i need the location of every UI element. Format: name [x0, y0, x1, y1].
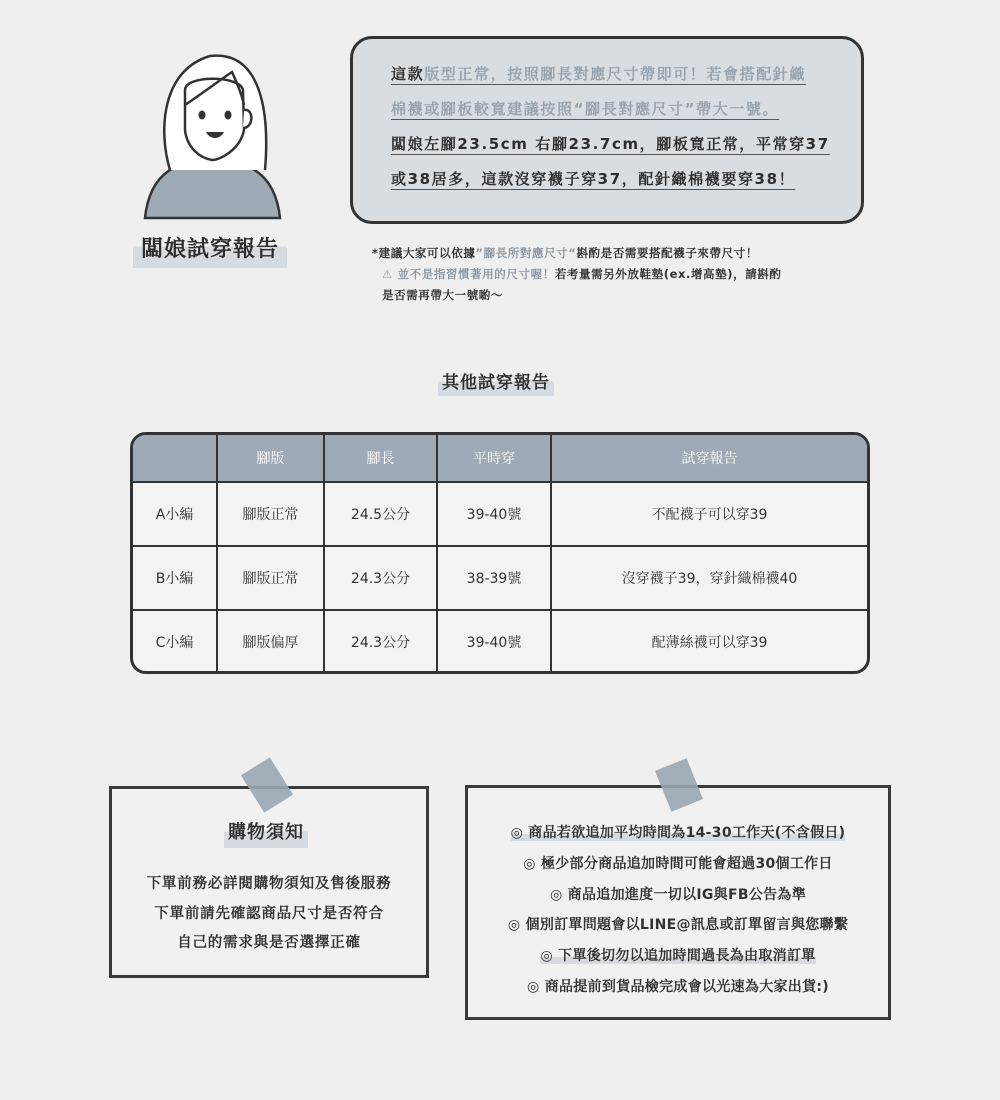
table-cell: B小編 — [133, 546, 217, 610]
reports-table — [130, 432, 870, 674]
table-cell: A小編 — [133, 482, 217, 546]
purchase-line: 自己的需求與是否選擇正確 — [177, 935, 361, 951]
table-header: 平時穿 — [437, 435, 551, 482]
table-cell: 沒穿襪子39，穿針織棉襪40 — [551, 546, 867, 610]
speech-line-2: 棉襪或腳板較寬建議按照“腳長對應尺寸”帶大一號。 — [391, 100, 780, 118]
speech-line-1: 這款版型正常，按照腳長對應尺寸帶即可！若會搭配針織 — [391, 65, 807, 83]
notice-line: ◎ 下單後切勿以追加時間過長為由取消訂單 — [540, 948, 816, 964]
size-note — [372, 243, 852, 306]
boss-report-title: 闆娘試穿報告 — [133, 232, 287, 268]
table-cell: 39-40號 — [437, 610, 551, 673]
table-cell: 不配襪子可以穿39 — [551, 482, 867, 546]
table-cell: 38-39號 — [437, 546, 551, 610]
note-line-3: 是否需再帶大一號喲～ — [382, 288, 503, 302]
table-header: 腳長 — [324, 435, 437, 482]
notice-line: ◎ 商品提前到貨品檢完成會以光速為大家出貨:) — [527, 979, 829, 995]
note-line-1: *建議大家可以依據”腳長所對應尺寸“斟酌是否需要搭配襪子來帶尺寸！ — [372, 246, 758, 260]
table-header: 試穿報告 — [551, 435, 867, 482]
notice-line: ◎ 商品追加進度一切以IG與FB公告為準 — [549, 887, 807, 903]
speech-line-3: 闆娘左腳23.5cm 右腳23.7cm，腳板寬正常，平常穿37 — [391, 135, 830, 153]
table-cell: C小編 — [133, 610, 217, 673]
table-header: 腳版 — [217, 435, 324, 482]
purchase-title: 購物須知 — [224, 818, 308, 848]
table-cell: 腳版正常 — [217, 546, 324, 610]
table-cell: 39-40號 — [437, 482, 551, 546]
table-row — [133, 482, 867, 546]
other-reports-title: 其他試穿報告 — [438, 370, 554, 396]
notice-line: ◎ 商品若欲追加平均時間為14-30工作天(不含假日) — [510, 825, 846, 841]
speech-bubble — [350, 36, 864, 224]
table-cell: 腳版偏厚 — [217, 610, 324, 673]
table-row — [133, 546, 867, 610]
purchase-line: 下單前請先確認商品尺寸是否符合 — [154, 906, 384, 922]
table-cell: 24.5公分 — [324, 482, 437, 546]
table-header-row — [133, 435, 867, 482]
purchase-line: 下單前務必詳閱購物須知及售後服務 — [146, 876, 392, 892]
table-cell: 腳版正常 — [217, 482, 324, 546]
speech-line-4: 或38居多，這款沒穿襪子穿37，配針織棉襪要穿38！ — [391, 170, 796, 188]
table-header — [133, 435, 217, 482]
table-cell: 24.3公分 — [324, 610, 437, 673]
table-cell: 24.3公分 — [324, 546, 437, 610]
table-row — [133, 610, 867, 673]
note-line-2: ⚠ 並不是指習慣著用的尺寸喔！若考量需另外放鞋墊(ex.增高墊)，請斟酌 — [382, 267, 782, 281]
woman-avatar-icon — [140, 50, 285, 220]
table-cell: 配薄絲襪可以穿39 — [651, 635, 768, 651]
notice-line: ◎ 極少部分商品追加時間可能會超過30個工作日 — [523, 856, 833, 872]
notice-line: ◎ 個別訂單問題會以LINE@訊息或訂單留言與您聯繫 — [507, 917, 849, 933]
